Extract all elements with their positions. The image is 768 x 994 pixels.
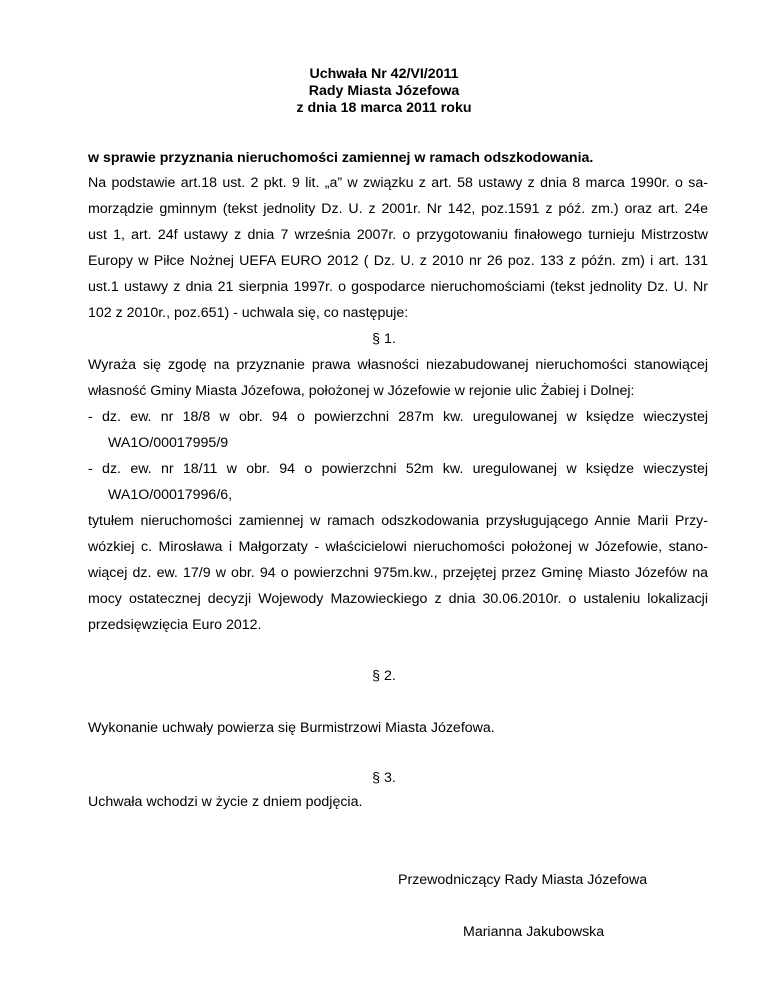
section-1-line: wózkiej c. Mirosława i Małgorzaty - właścicielowi nieruchomości położonej w Józefowie, stano- [88, 539, 708, 555]
signatory-name: Marianna Jakubowska [463, 924, 605, 940]
resolution-subject: w sprawie przyznania nieruchomości zamiennej w ramach odszkodowania. [88, 150, 594, 166]
section-1-line: przedsięwzięcia Euro 2012. [88, 617, 262, 633]
section-1-line: wiącej dz. ew. 17/9 w obr. 94 o powierzchni 975m.kw., przejętej przez Gminę Miasto Józefów na [88, 565, 708, 581]
resolution-number: Uchwała Nr 42/VI/2011 [309, 66, 459, 82]
preamble-line: Europy w Piłce Nożnej UEFA EURO 2012 ( Dz. U. z 2010 nr 26 poz. 133 z późn. zm) i art. 131 [88, 253, 708, 269]
section-mark-2: § 2. [372, 668, 396, 684]
preamble-line: ust.1 ustawy z dnia 21 sierpnia 1997r. o gospodarce nieruchomościami (tekst jednolity Dz. U. Nr [88, 279, 708, 295]
resolution-date: z dnia 18 marca 2011 roku [296, 100, 472, 116]
parcel-item: - dz. ew. nr 18/11 w obr. 94 o powierzchni 52m kw. uregulowanej w księdze wieczystej [88, 461, 708, 477]
section-mark-3: § 3. [372, 770, 396, 786]
preamble-line: ust 1, art. 24f ustawy z dnia 7 września 2007r. o przygotowaniu finałowego turnieju Mistrzostw [88, 227, 708, 243]
preamble-line: 102 z 2010r., poz.651) - uchwala się, co następuje: [88, 305, 409, 321]
preamble-line: Na podstawie art.18 ust. 2 pkt. 9 lit. „a” w związku z art. 58 ustawy z dnia 8 marca 1990r. o sa- [88, 175, 708, 191]
land-register-number: WA1O/00017995/9 [108, 435, 229, 451]
section-1-line: tytułem nieruchomości zamiennej w ramach odszkodowania przysługującego Annie Marii Przy- [88, 513, 708, 529]
parcel-item: - dz. ew. nr 18/8 w obr. 94 o powierzchni 287m kw. uregulowanej w księdze wieczystej [88, 409, 708, 425]
section-3-text: Uchwała wchodzi w życie z dniem podjęcia. [88, 794, 363, 810]
section-1-line: Wyraża się zgodę na przyznanie prawa własności niezabudowanej nieruchomości stanowiącej [88, 357, 708, 373]
signatory-role: Przewodniczący Rady Miasta Józefowa [398, 872, 648, 888]
land-register-number: WA1O/00017996/6, [108, 487, 233, 503]
council-name: Rady Miasta Józefowa [308, 83, 460, 99]
preamble-line: morządzie gminnym (tekst jednolity Dz. U. z 2001r. Nr 142, poz.1591 z póź. zm.) oraz art. 24e [88, 201, 708, 217]
section-1-line: mocy ostatecznej decyzji Wojewody Mazowieckiego z dnia 30.06.2010r. o ustaleniu lokalizacji [88, 591, 708, 607]
section-1-line: własność Gminy Miasta Józefowa, położonej w Józefowie w rejonie ulic Żabiej i Dolnej: [88, 383, 635, 399]
section-mark-1: § 1. [372, 331, 396, 347]
section-2-text: Wykonanie uchwały powierza się Burmistrzowi Miasta Józefowa. [88, 720, 495, 736]
